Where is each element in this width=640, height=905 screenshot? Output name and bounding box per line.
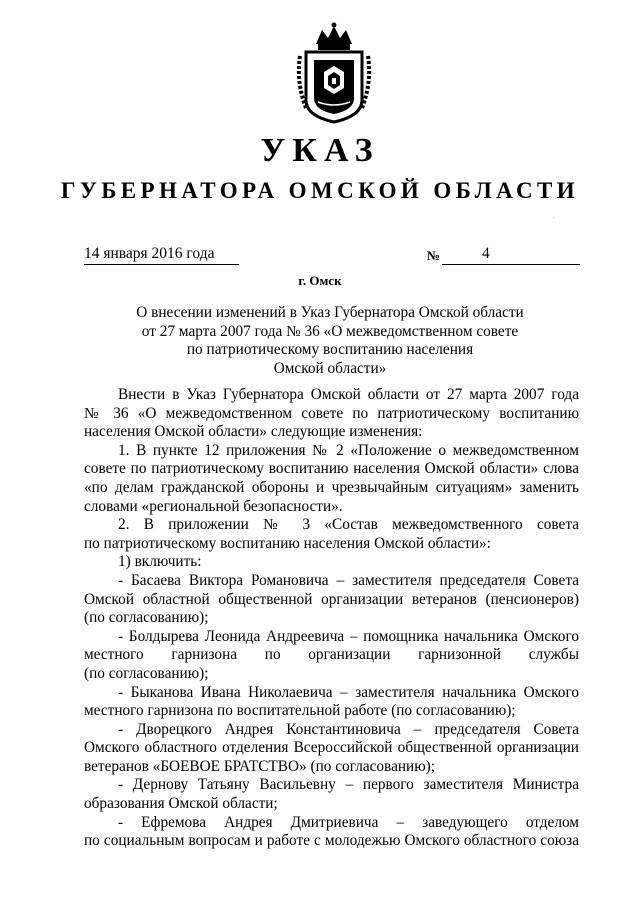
omsk-coat-of-arms-icon <box>294 22 374 124</box>
subject-line: по патриотическому воспитанию населения <box>186 341 474 359</box>
body-line: совете по патриотическому воспитанию населения Омской области» слова <box>84 460 579 478</box>
body-line: местного гарнизона по воспитательной работе (по согласованию); <box>84 702 516 720</box>
body-line: - Быканова Ивана Николаевича – заместителя начальника Омского <box>118 683 579 701</box>
document-city: г. Омск <box>298 273 342 288</box>
body-line: Внести в Указ Губернатора Омской области от 27 марта 2007 года <box>118 386 579 403</box>
body-line: «по делам гражданской обороны и чрезвычайным ситуациям» заменить <box>84 478 579 496</box>
body-line: образования Омской области; <box>84 795 278 813</box>
body-line: - Басаева Виктора Романовича – заместителя председателя Совета <box>118 571 579 589</box>
body-line: (по согласованию); <box>84 609 209 627</box>
subject-line: О внесении изменений в Указ Губернатора Омской области <box>136 304 524 321</box>
document-title: УКАЗ <box>260 132 380 169</box>
subject-line: Омской области» <box>273 359 387 377</box>
body-line: - Дворецкого Андрея Константиновича – председателя Совета <box>118 720 579 738</box>
body-line: 1) включить: <box>118 553 202 571</box>
body-line: 1. В пункте 12 приложения № 2 «Положение о межведомственном <box>118 441 579 459</box>
body-line: (по согласованию); <box>84 664 209 682</box>
document-body <box>84 386 579 851</box>
document-number-field <box>442 244 580 265</box>
document-subtitle: ГУБЕРНАТОРА ОМСКОЙ ОБЛАСТИ <box>60 178 580 203</box>
subject-line: от 27 марта 2007 года № 36 «О межведомственном совете <box>141 322 519 340</box>
body-line: словами «региональной безопасности». <box>84 497 343 515</box>
document-subject <box>120 304 540 378</box>
body-line: по социальным вопросам и работе с молодежью Омского областного союза <box>84 832 579 850</box>
body-line: 2. В приложении № 3 «Состав межведомственного совета <box>118 516 579 534</box>
body-line: - Дернову Татьяну Васильевну – первого заместителя Министра <box>118 776 579 794</box>
body-line: населения Омской области» следующие изменения: <box>84 423 423 441</box>
body-line: местного гарнизона по организации гарнизонной службы <box>84 646 579 664</box>
document-date: 14 января 2016 года <box>84 244 239 265</box>
scan-speck <box>553 217 554 218</box>
number-label: № <box>427 248 441 263</box>
body-line: ветеранов «БОЕВОЕ БРАТСТВО» (по согласованию); <box>84 757 436 775</box>
body-line: - Ефремова Андрея Дмитриевича – заведующего отделом <box>118 813 579 831</box>
body-line: - Болдырева Леонида Андреевича – помощника начальника Омского <box>118 627 579 645</box>
document-number: 4 <box>482 245 490 262</box>
body-line: Омской областной общественной организации ветеранов (пенсионеров) <box>84 590 579 608</box>
body-line: Омского областного отделения Всероссийской общественной организации <box>84 739 579 757</box>
body-line: по патриотическому воспитанию населения Омской области»: <box>84 534 491 552</box>
body-line: № 36 «О межведомственном совете по патриотическому воспитанию <box>84 404 579 422</box>
